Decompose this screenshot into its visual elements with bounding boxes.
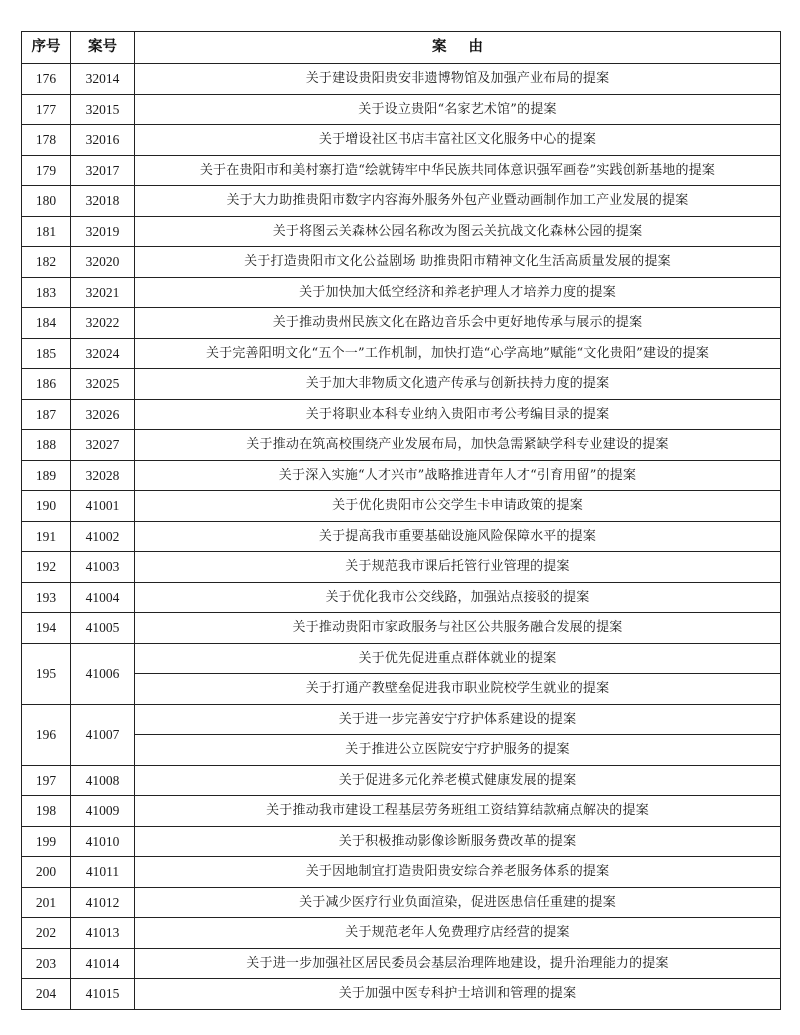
table-row <box>22 582 781 613</box>
table-row <box>22 399 781 430</box>
row-case-no: 32019 <box>71 216 135 247</box>
row-reason: 关于在贵阳市和美村寨打造“绘就铸牢中华民族共同体意识强军画卷”实践创新基地的提案 <box>135 155 781 186</box>
row-reason: 关于推动在筑高校围绕产业发展布局，加快急需紧缺学科专业建设的提案 <box>135 430 781 461</box>
row-case-no: 41003 <box>71 552 135 583</box>
row-reason: 关于加大非物质文化遗产传承与创新扶持力度的提案 <box>135 369 781 400</box>
table-row <box>22 613 781 644</box>
row-case-no: 41002 <box>71 521 135 552</box>
table-row <box>22 704 781 735</box>
row-case-no: 41015 <box>71 979 135 1010</box>
row-case-no: 41012 <box>71 887 135 918</box>
table-row <box>22 460 781 491</box>
table-row <box>22 979 781 1010</box>
table-header <box>22 32 781 64</box>
row-reason: 关于增设社区书店丰富社区文化服务中心的提案 <box>135 125 781 156</box>
row-seq: 176 <box>22 64 71 95</box>
table-row <box>22 918 781 949</box>
row-case-no: 32015 <box>71 94 135 125</box>
row-seq: 181 <box>22 216 71 247</box>
row-reason: 关于建设贵阳贵安非遗博物馆及加强产业布局的提案 <box>135 64 781 95</box>
table-row <box>22 948 781 979</box>
row-reason: 关于优化我市公交线路，加强站点接驳的提案 <box>135 582 781 613</box>
row-seq: 183 <box>22 277 71 308</box>
row-reason: 关于进一步完善安宁疗护体系建设的提案 <box>135 704 781 735</box>
row-seq: 191 <box>22 521 71 552</box>
row-reason: 关于大力助推贵阳市数字内容海外服务外包产业暨动画制作加工产业发展的提案 <box>135 186 781 217</box>
row-case-no: 41006 <box>71 643 135 704</box>
row-case-no: 41008 <box>71 765 135 796</box>
table-row <box>22 125 781 156</box>
row-case-no: 41013 <box>71 918 135 949</box>
row-seq: 193 <box>22 582 71 613</box>
header-reason: 案由 <box>135 32 781 64</box>
row-case-no: 32016 <box>71 125 135 156</box>
row-seq: 179 <box>22 155 71 186</box>
row-reason: 关于完善阳明文化“五个一”工作机制，加快打造“心学高地”赋能“文化贵阳”建设的提案 <box>135 338 781 369</box>
table-row <box>22 765 781 796</box>
row-case-no: 41014 <box>71 948 135 979</box>
row-reason: 关于设立贵阳“名家艺术馆”的提案 <box>135 94 781 125</box>
row-reason: 关于进一步加强社区居民委员会基层治理阵地建设，提升治理能力的提案 <box>135 948 781 979</box>
table-row <box>22 277 781 308</box>
row-seq: 187 <box>22 399 71 430</box>
row-seq: 182 <box>22 247 71 278</box>
row-case-no: 41004 <box>71 582 135 613</box>
table-row <box>22 338 781 369</box>
table-row <box>22 826 781 857</box>
row-reason: 关于优先促进重点群体就业的提案 <box>135 643 781 674</box>
header-row <box>22 32 781 64</box>
table-row <box>22 857 781 888</box>
row-case-no: 32021 <box>71 277 135 308</box>
row-reason: 关于规范老年人免费理疗店经营的提案 <box>135 918 781 949</box>
row-case-no: 41010 <box>71 826 135 857</box>
table-row <box>22 64 781 95</box>
row-seq: 199 <box>22 826 71 857</box>
row-seq: 192 <box>22 552 71 583</box>
row-reason: 关于打通产教壁垒促进我市职业院校学生就业的提案 <box>135 674 781 705</box>
row-reason: 关于促进多元化养老模式健康发展的提案 <box>135 765 781 796</box>
row-case-no: 32018 <box>71 186 135 217</box>
row-case-no: 32025 <box>71 369 135 400</box>
row-case-no: 32014 <box>71 64 135 95</box>
table-row <box>22 552 781 583</box>
row-reason: 关于规范我市课后托管行业管理的提案 <box>135 552 781 583</box>
row-reason: 关于推动我市建设工程基层劳务班组工资结算结款痛点解决的提案 <box>135 796 781 827</box>
row-seq: 200 <box>22 857 71 888</box>
row-case-no: 41005 <box>71 613 135 644</box>
proposal-table <box>21 31 781 1010</box>
row-reason: 关于优化贵阳市公交学生卡申请政策的提案 <box>135 491 781 522</box>
row-reason: 关于因地制宜打造贵阳贵安综合养老服务体系的提案 <box>135 857 781 888</box>
table-row <box>22 186 781 217</box>
row-case-no: 32022 <box>71 308 135 339</box>
row-reason: 关于推进公立医院安宁疗护服务的提案 <box>135 735 781 766</box>
row-case-no: 41007 <box>71 704 135 765</box>
row-reason: 关于提高我市重要基础设施风险保障水平的提案 <box>135 521 781 552</box>
row-reason: 关于推动贵阳市家政服务与社区公共服务融合发展的提案 <box>135 613 781 644</box>
table-row <box>22 94 781 125</box>
header-seq: 序号 <box>22 32 71 64</box>
row-case-no: 41009 <box>71 796 135 827</box>
row-seq: 197 <box>22 765 71 796</box>
row-seq: 188 <box>22 430 71 461</box>
row-seq: 184 <box>22 308 71 339</box>
row-reason: 关于积极推动影像诊断服务费改革的提案 <box>135 826 781 857</box>
row-seq: 202 <box>22 918 71 949</box>
row-reason: 关于深入实施“人才兴市”战略推进青年人才“引育用留”的提案 <box>135 460 781 491</box>
row-reason: 关于将图云关森林公园名称改为图云关抗战文化森林公园的提案 <box>135 216 781 247</box>
row-seq: 190 <box>22 491 71 522</box>
table-body <box>22 64 781 1010</box>
row-seq: 178 <box>22 125 71 156</box>
table-row <box>22 674 781 705</box>
row-seq: 203 <box>22 948 71 979</box>
row-case-no: 32028 <box>71 460 135 491</box>
table-row <box>22 521 781 552</box>
table-row <box>22 796 781 827</box>
row-case-no: 32020 <box>71 247 135 278</box>
row-seq: 201 <box>22 887 71 918</box>
table-row <box>22 155 781 186</box>
table-row <box>22 247 781 278</box>
row-reason: 关于加强中医专科护士培训和管理的提案 <box>135 979 781 1010</box>
header-case-no: 案号 <box>71 32 135 64</box>
row-seq: 195 <box>22 643 71 704</box>
row-seq: 189 <box>22 460 71 491</box>
table-row <box>22 369 781 400</box>
row-reason: 关于打造贵阳市文化公益剧场 助推贵阳市精神文化生活高质量发展的提案 <box>135 247 781 278</box>
row-seq: 185 <box>22 338 71 369</box>
row-case-no: 41001 <box>71 491 135 522</box>
table-row <box>22 643 781 674</box>
row-case-no: 32026 <box>71 399 135 430</box>
table-row <box>22 430 781 461</box>
row-seq: 196 <box>22 704 71 765</box>
row-seq: 186 <box>22 369 71 400</box>
row-reason: 关于将职业本科专业纳入贵阳市考公考编目录的提案 <box>135 399 781 430</box>
row-case-no: 41011 <box>71 857 135 888</box>
table-row <box>22 887 781 918</box>
row-seq: 198 <box>22 796 71 827</box>
row-case-no: 32027 <box>71 430 135 461</box>
row-seq: 177 <box>22 94 71 125</box>
proposal-table-sheet <box>21 31 780 1010</box>
row-seq: 194 <box>22 613 71 644</box>
row-reason: 关于减少医疗行业负面渲染，促进医患信任重建的提案 <box>135 887 781 918</box>
row-reason: 关于加快加大低空经济和养老护理人才培养力度的提案 <box>135 277 781 308</box>
row-reason: 关于推动贵州民族文化在路边音乐会中更好地传承与展示的提案 <box>135 308 781 339</box>
row-case-no: 32024 <box>71 338 135 369</box>
table-row <box>22 216 781 247</box>
row-seq: 204 <box>22 979 71 1010</box>
table-row <box>22 735 781 766</box>
table-row <box>22 491 781 522</box>
row-seq: 180 <box>22 186 71 217</box>
table-row <box>22 308 781 339</box>
row-case-no: 32017 <box>71 155 135 186</box>
